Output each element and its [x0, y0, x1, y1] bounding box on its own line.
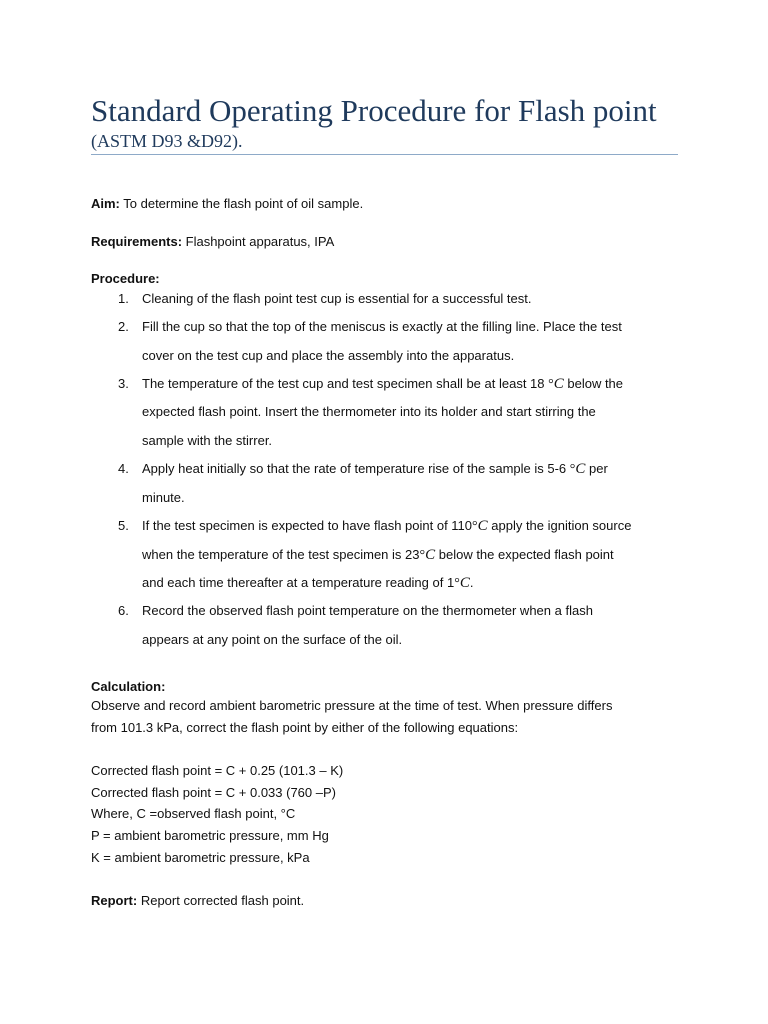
report-text: Report corrected flash point.	[137, 893, 305, 908]
degree-celsius-symbol: °C	[454, 575, 470, 591]
document-subtitle: (ASTM D93 &D92).	[91, 131, 243, 151]
step-number: 6.	[118, 603, 129, 618]
aim-text: To determine the flash point of oil sample.	[119, 196, 364, 211]
degree-celsius-symbol: °C	[472, 518, 488, 534]
step-text-fragment: below the expected flash point	[435, 547, 614, 562]
step-text-fragment: below the	[563, 376, 624, 391]
step-text-fragment: per	[585, 461, 608, 476]
equation-line: Where, C =observed flash point, °C	[91, 806, 296, 821]
step-text-fragment: when the temperature of the test specimen is 23	[142, 547, 420, 562]
equation-line: Corrected flash point = C + 0.033 (760 –P)	[91, 785, 336, 800]
calculation-intro: from 101.3 kPa, correct the flash point by either of the following equations:	[91, 720, 519, 735]
step-text-fragment: .	[469, 575, 474, 590]
step-number: 3.	[118, 376, 129, 391]
requirements-section	[91, 233, 334, 251]
step-text: Cleaning of the flash point test cup is essential for a successful test.	[142, 291, 532, 306]
equation-line: P = ambient barometric pressure, mm Hg	[91, 828, 329, 843]
step-text	[142, 460, 608, 479]
calculation-label: Calculation:	[91, 679, 166, 694]
step-text: expected flash point. Insert the thermometer into its holder and start stirring the	[142, 404, 596, 419]
step-text-fragment: apply the ignition source	[487, 518, 632, 533]
report-section	[91, 892, 304, 910]
step-text: Fill the cup so that the top of the meniscus is exactly at the filling line. Place the test	[142, 319, 622, 334]
step-number: 2.	[118, 319, 129, 334]
step-text-fragment: Apply heat initially so that the rate of temperature rise of the sample is 5-6	[142, 461, 570, 476]
step-text	[142, 574, 473, 593]
step-text	[142, 375, 623, 394]
aim-section	[91, 195, 363, 213]
step-text-fragment: and each time thereafter at a temperature reading of 1	[142, 575, 455, 590]
step-text	[142, 517, 631, 536]
step-text: cover on the test cup and place the assembly into the apparatus.	[142, 348, 515, 363]
step-text-fragment: The temperature of the test cup and test specimen shall be at least 18	[142, 376, 549, 391]
requirements-label: Requirements:	[91, 234, 183, 249]
title-divider	[91, 154, 678, 155]
step-number: 1.	[118, 291, 129, 306]
report-label: Report:	[91, 893, 138, 908]
step-text: sample with the stirrer.	[142, 433, 273, 448]
aim-label: Aim:	[91, 196, 120, 211]
degree-celsius-symbol: °C	[419, 547, 436, 563]
requirements-text: Flashpoint apparatus, IPA	[182, 234, 335, 249]
document-title: Standard Operating Procedure for Flash point	[91, 93, 657, 128]
step-text-fragment: If the test specimen is expected to have flash point of 110	[142, 518, 473, 533]
degree-celsius-symbol: °C	[548, 376, 564, 392]
step-text: Record the observed flash point temperature on the thermometer when a flash	[142, 603, 593, 618]
equation-line: Corrected flash point = C + 0.25 (101.3 – K)	[91, 763, 344, 778]
degree-celsius-symbol: °C	[569, 461, 586, 477]
step-text	[142, 546, 614, 565]
step-number: 5.	[118, 518, 129, 533]
step-text: appears at any point on the surface of the oil.	[142, 632, 403, 647]
step-number: 4.	[118, 461, 129, 476]
calculation-intro: Observe and record ambient barometric pressure at the time of test. When pressure differs	[91, 698, 613, 713]
procedure-label: Procedure:	[91, 271, 160, 286]
equation-line: K = ambient barometric pressure, kPa	[91, 850, 310, 865]
step-text: minute.	[142, 490, 185, 505]
